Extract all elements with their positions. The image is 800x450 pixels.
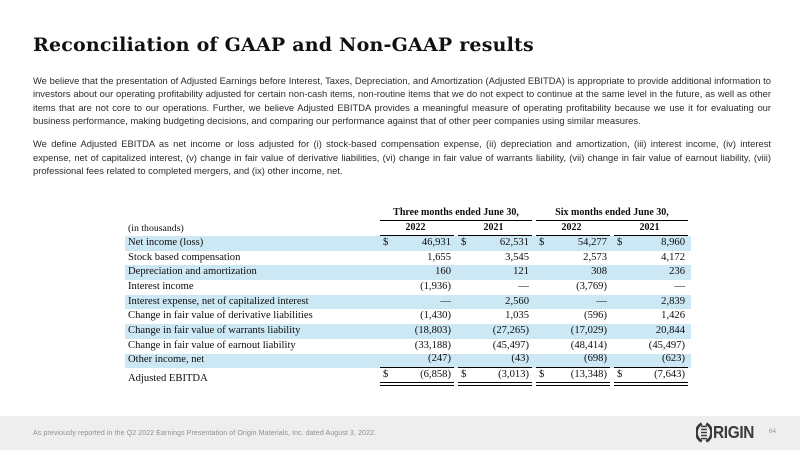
cell-value xyxy=(536,280,610,295)
intro-text-block xyxy=(33,74,771,187)
cell-value xyxy=(536,295,610,310)
cell-value xyxy=(614,339,688,354)
cell-number: 4,172 xyxy=(661,251,685,263)
cell-value xyxy=(458,265,532,280)
origin-logo xyxy=(696,420,760,444)
dollar-sign: $ xyxy=(617,369,623,381)
cell-number: — xyxy=(674,281,685,293)
cell-value xyxy=(614,352,688,368)
cell-number: 20,844 xyxy=(655,325,685,337)
cell-value xyxy=(380,367,454,386)
year-column-header: 2022 xyxy=(536,221,610,236)
cell-value xyxy=(536,367,610,386)
cell-number: 2,573 xyxy=(583,251,607,263)
cell-number: 2,560 xyxy=(505,295,529,307)
row-label: Change in fair value of warrants liability xyxy=(128,325,301,337)
cell-value xyxy=(536,352,610,368)
row-label: Depreciation and amortization xyxy=(128,266,257,278)
units-label: (in thousands) xyxy=(128,223,184,234)
cell-value xyxy=(380,236,454,251)
year-column-header: 2021 xyxy=(458,221,532,236)
year-column-header: 2021 xyxy=(614,221,688,236)
cell-number: (33,188) xyxy=(414,339,451,351)
cell-value xyxy=(380,280,454,295)
cell-value xyxy=(380,295,454,310)
cell-number: (596) xyxy=(584,310,607,322)
cell-number: (3,769) xyxy=(576,281,607,293)
cell-value xyxy=(380,265,454,280)
cell-number: 62,531 xyxy=(499,236,529,248)
footnote: As previously reported in the Q2 2022 Earnings Presentation of Origin Materials, Inc. dated August 3, 2022. xyxy=(33,430,377,437)
row-label: Interest expense, net of capitalized interest xyxy=(128,295,309,307)
cell-value xyxy=(380,352,454,368)
cell-value xyxy=(614,324,688,339)
cell-number: (27,265) xyxy=(492,325,529,337)
table-row xyxy=(125,309,691,324)
table-row xyxy=(125,324,691,339)
reconciliation-table xyxy=(125,206,691,386)
cell-number: (18,803) xyxy=(414,325,451,337)
cell-value xyxy=(380,324,454,339)
page-title: Reconciliation of GAAP and Non-GAAP results xyxy=(33,34,534,56)
cell-value xyxy=(614,295,688,310)
row-label: Interest income xyxy=(128,281,194,293)
row-label: Net income (loss) xyxy=(128,236,204,248)
table-row xyxy=(125,236,691,251)
cell-number: 236 xyxy=(669,266,685,278)
cell-value xyxy=(380,251,454,266)
cell-value xyxy=(536,339,610,354)
cell-value xyxy=(458,309,532,324)
footer-band xyxy=(0,416,800,450)
cell-value xyxy=(458,251,532,266)
row-label: Change in fair value of earnout liability xyxy=(128,339,296,351)
cell-value xyxy=(458,280,532,295)
cell-number: — xyxy=(518,281,529,293)
row-label: Change in fair value of derivative liabilities xyxy=(128,310,313,322)
cell-number: — xyxy=(596,295,607,307)
cell-value xyxy=(536,265,610,280)
cell-number: 46,931 xyxy=(421,236,451,248)
year-column-header: 2022 xyxy=(380,221,454,236)
table-row xyxy=(125,295,691,310)
dollar-sign: $ xyxy=(461,236,467,248)
cell-number: 308 xyxy=(591,266,607,278)
cell-number: (698) xyxy=(584,353,607,365)
cell-number: 1,426 xyxy=(661,310,685,322)
paragraph-adjusted-ebitda-definition: We define Adjusted EBITDA as net income or loss adjusted for (i) stock-based compensation expense, (ii) depreciation and amortization, (iii) interest income, (iv) interest expense, net of capitalized interest, (v) change in fair value of derivative liabilities, (vi) change in fair value of warrants liability, (vii) change in fair value of earnout liability, (viii) professional fees related to completed mergers, and (ix) other income, net. xyxy=(33,138,771,177)
cell-number: (623) xyxy=(662,353,685,365)
cell-value xyxy=(614,280,688,295)
logo-text: RIGIN xyxy=(713,421,755,442)
table-row xyxy=(125,354,691,369)
cell-number: 121 xyxy=(513,266,529,278)
cell-number: — xyxy=(440,295,451,307)
cell-value xyxy=(380,339,454,354)
table-row xyxy=(125,280,691,295)
dollar-sign: $ xyxy=(383,236,389,248)
cell-number: (1,430) xyxy=(420,310,451,322)
cell-number: (43) xyxy=(511,353,529,365)
table-group-header-row xyxy=(125,206,691,221)
dollar-sign: $ xyxy=(539,236,545,248)
cell-value xyxy=(614,265,688,280)
table-row xyxy=(125,368,691,386)
cell-number: (45,497) xyxy=(492,339,529,351)
cell-number: (48,414) xyxy=(570,339,607,351)
cell-number: 160 xyxy=(435,266,451,278)
cell-value xyxy=(614,367,688,386)
cell-number: (17,029) xyxy=(570,325,607,337)
cell-value xyxy=(458,236,532,251)
cell-value xyxy=(458,339,532,354)
row-label: Stock based compensation xyxy=(128,251,241,263)
cell-number: 2,839 xyxy=(661,295,685,307)
cell-number: (1,936) xyxy=(420,281,451,293)
cell-value xyxy=(458,324,532,339)
table-row xyxy=(125,265,691,280)
cell-number: 1,655 xyxy=(427,251,451,263)
table-row xyxy=(125,339,691,354)
page-number: 64 xyxy=(768,428,776,435)
cell-value xyxy=(536,251,610,266)
cell-value xyxy=(458,367,532,386)
cell-number: (247) xyxy=(428,353,451,365)
table-row xyxy=(125,251,691,266)
column-group-header: Three months ended June 30, xyxy=(380,206,532,221)
cell-number: 1,035 xyxy=(505,310,529,322)
cell-value xyxy=(458,295,532,310)
row-label: Adjusted EBITDA xyxy=(128,373,208,385)
column-group-header: Six months ended June 30, xyxy=(536,206,688,221)
cell-number: 8,960 xyxy=(661,236,685,248)
cell-value xyxy=(536,236,610,251)
cell-value xyxy=(614,236,688,251)
dollar-sign: $ xyxy=(539,369,545,381)
dollar-sign: $ xyxy=(617,236,623,248)
cell-number: (6,858) xyxy=(420,369,451,381)
origin-striped-o-icon xyxy=(696,422,712,443)
cell-value xyxy=(614,251,688,266)
cell-number: 54,277 xyxy=(577,236,607,248)
table-year-header-row xyxy=(125,221,691,236)
paragraph-adjusted-ebitda-rationale: We believe that the presentation of Adjusted Earnings before Interest, Taxes, Depreciation, and Amortization (Adjusted EBITDA) is appropriate to provide additional information to investors about our operating profitability adjusted for certain non-cash items, non-routine items that we do not expect to continue at the same level in the future, as well as other items that are not core to our operations. Further, we believe Adjusted EBITDA provides a meaningful measure of operating profitability because we use it for evaluating our business performance, making budgeting decisions, and comparing our performance against that of other peer companies using similar measures. xyxy=(33,75,771,127)
cell-value xyxy=(536,324,610,339)
dollar-sign: $ xyxy=(461,369,467,381)
cell-value xyxy=(380,309,454,324)
cell-number: (3,013) xyxy=(498,369,529,381)
dollar-sign: $ xyxy=(383,369,389,381)
cell-number: 3,545 xyxy=(505,251,529,263)
cell-number: (7,643) xyxy=(654,369,685,381)
cell-number: (13,348) xyxy=(570,369,607,381)
cell-value xyxy=(614,309,688,324)
cell-value xyxy=(536,309,610,324)
cell-value xyxy=(458,352,532,368)
row-label: Other income, net xyxy=(128,354,205,366)
cell-number: (45,497) xyxy=(648,339,685,351)
